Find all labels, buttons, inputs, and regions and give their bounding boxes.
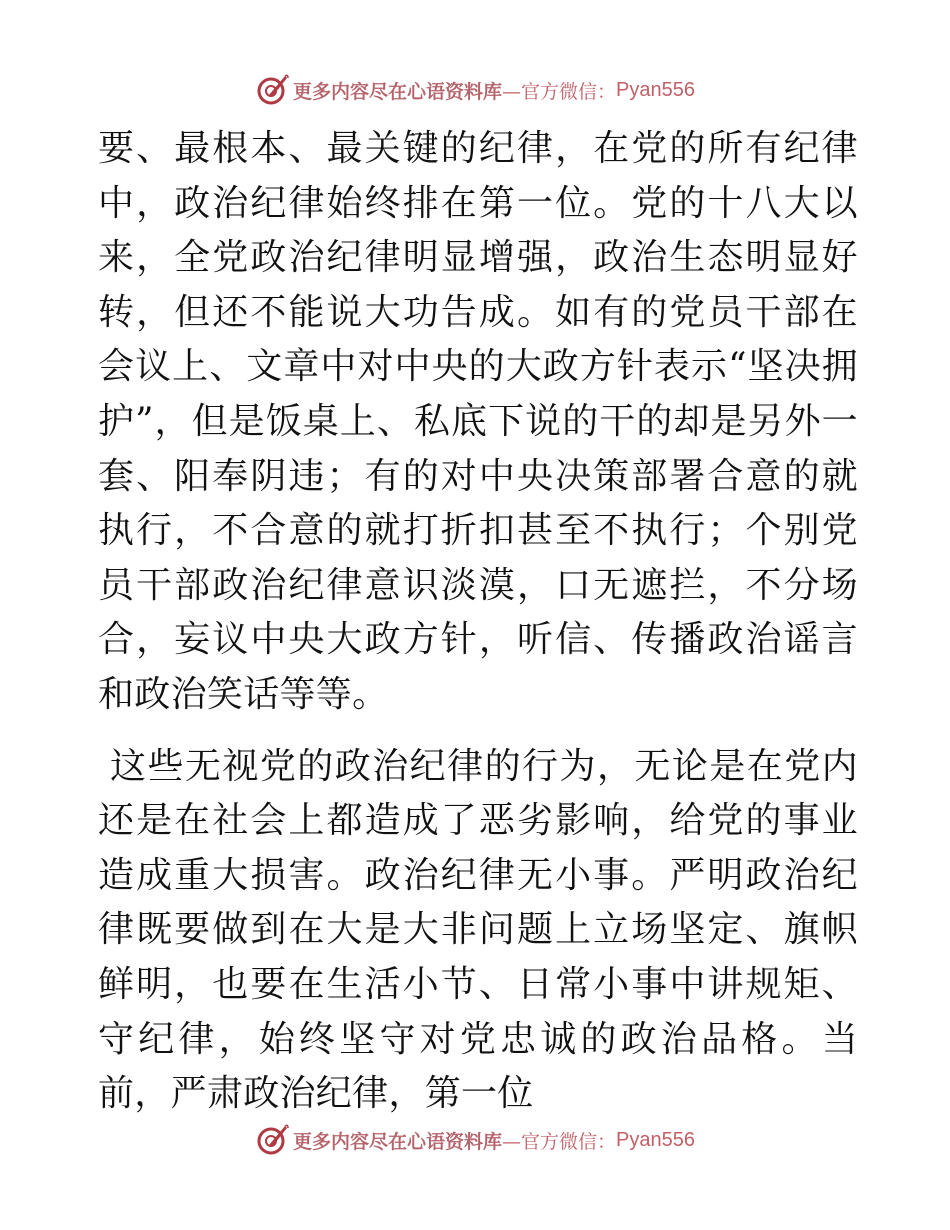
banner-site-name: 更多内容尽在心语资料库 — [293, 1130, 503, 1153]
quill-logo-icon — [255, 1123, 289, 1157]
banner-wechat-id: Pyan556 — [616, 78, 695, 101]
paragraph-1: 要、最根本、最关键的纪律，在党的所有纪律中，政治纪律始终排在第一位。党的十八大以来，全党政治纪律明显增强，政治生态明显好转，但还不能说大功告成。如有的党员干部在会议上、文章中对中央的大政方针表示“坚决拥护”，但是饭桌上、私底下说的干的却是另外一套、阳奉阴违；有的对中央决策部署合意的就执行，不合意的就打折扣甚至不执行；个别党员干部政治纪律意识淡漠，口无遮拦，不分场合，妄议中央大政方针，听信、传播政治谣言和政治笑话等等。 — [98, 128, 858, 715]
banner-wechat-label: —官方微信： — [502, 1130, 617, 1153]
header-banner — [0, 70, 950, 110]
banner-site-name: 更多内容尽在心语资料库 — [293, 80, 503, 103]
banner-wechat-label: —官方微信： — [502, 80, 617, 103]
footer-banner — [0, 1120, 950, 1160]
quill-logo-icon — [255, 73, 289, 107]
banner-wechat-id: Pyan556 — [616, 1128, 695, 1151]
paragraph-2: 这些无视党的政治纪律的行为，无论是在党内还是在社会上都造成了恶劣影响，给党的事业造成重大损害。政治纪律无小事。严明政治纪律既要做到在大是大非问题上立场坚定、旗帜鲜明，也要在生活小节、日常小事中讲规矩、守纪律，始终坚守对党忠诚的政治品格。当前，严肃政治纪律，第一位 — [98, 745, 858, 1115]
document-body — [98, 122, 858, 1122]
